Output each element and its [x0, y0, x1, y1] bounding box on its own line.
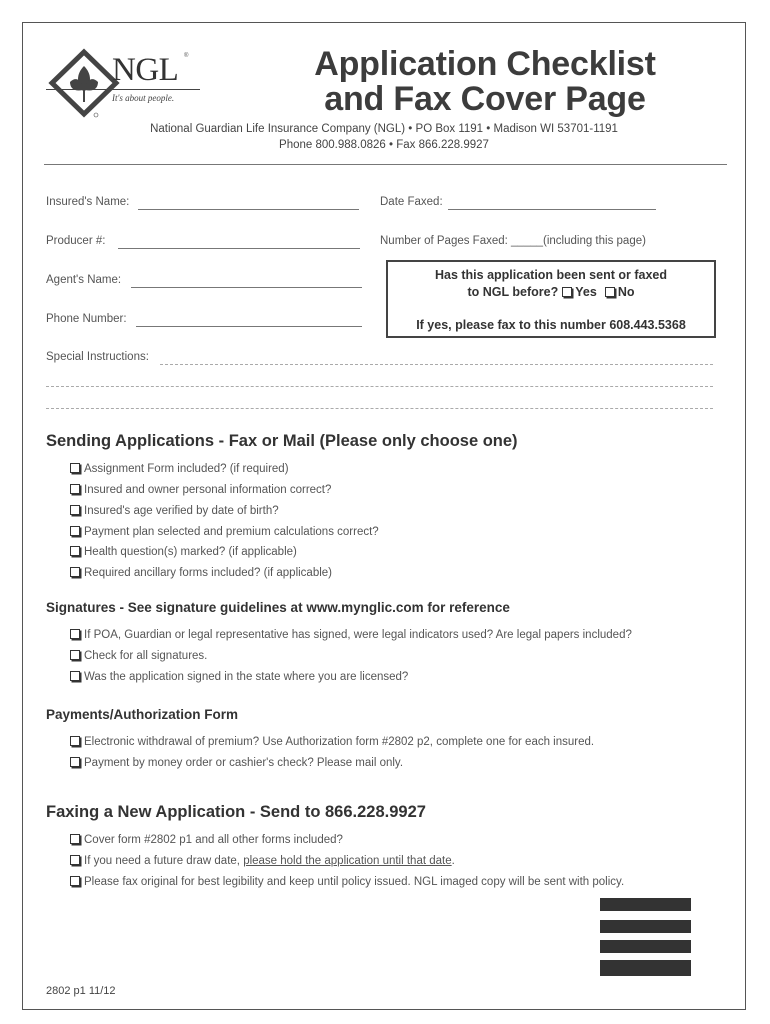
sent-before-fax-note: If yes, please fax to this number 608.443.5368: [416, 318, 686, 332]
company-address: National Guardian Life Insurance Company (NGL) • PO Box 1191 • Madison WI 53701-1191: [150, 123, 618, 135]
producer-field[interactable]: [118, 248, 360, 249]
checklist-item[interactable]: [70, 505, 279, 517]
draw-date-suffix: .: [451, 855, 455, 867]
checklist-item-label: Insured's age verified by date of birth?: [84, 505, 279, 517]
checkbox[interactable]: [70, 505, 80, 515]
payments-heading: Payments/Authorization Form: [46, 707, 239, 722]
checklist-item[interactable]: [70, 650, 207, 662]
barcode-bar: [600, 960, 691, 976]
phone-number-label: Phone Number:: [46, 313, 127, 325]
logo-registered-mark: ®: [184, 53, 189, 59]
checkbox[interactable]: [70, 567, 80, 577]
checklist-item-label: If you need a future draw date,: [84, 855, 244, 867]
no-label: No: [617, 285, 635, 299]
sent-before-question-line1: Has this application been sent or faxed: [434, 268, 667, 282]
logo-wordmark: NGL: [112, 52, 179, 88]
insured-name-field[interactable]: [138, 209, 359, 210]
pages-faxed-label[interactable]: Number of Pages Faxed: _____(including this page): [380, 235, 646, 247]
date-faxed-field[interactable]: [448, 209, 656, 210]
form-number: 2802 p1 11/12: [46, 985, 116, 997]
checklist-item-label: Required ancillary forms included? (if applicable): [84, 567, 333, 579]
checklist-item[interactable]: [70, 671, 408, 683]
producer-label: Producer #:: [46, 235, 106, 247]
phone-number-field[interactable]: [136, 326, 362, 327]
checkbox[interactable]: [70, 834, 80, 844]
checklist-item-label: Assignment Form included? (if required): [84, 463, 289, 475]
checklist-item-label: Electronic withdrawal of premium? Use Authorization form #2802 p2, complete one for each insured.: [84, 736, 595, 748]
draw-date-underlined-text: please hold the application until that date: [243, 855, 452, 867]
checkbox[interactable]: [70, 855, 80, 865]
checklist-item-label: Check for all signatures.: [84, 650, 208, 662]
checklist-item[interactable]: [70, 629, 632, 641]
no-checkbox[interactable]: [605, 287, 615, 297]
checklist-item[interactable]: [70, 834, 343, 846]
sent-before-question-line2: [388, 285, 714, 299]
header-divider: [44, 164, 727, 165]
checklist-item-label: Insured and owner personal information correct?: [84, 484, 332, 496]
checkbox[interactable]: [70, 526, 80, 536]
sent-before-question-text: to NGL before?: [467, 285, 559, 299]
checklist-item-label: Please fax original for best legibility and keep until policy issued. NGL imaged copy will be sent with policy.: [84, 876, 625, 888]
checklist-item[interactable]: [70, 526, 379, 538]
checkbox[interactable]: [70, 757, 80, 767]
agent-name-field[interactable]: [131, 287, 362, 288]
special-instructions-line-3[interactable]: [46, 408, 713, 409]
checklist-item[interactable]: [70, 546, 297, 558]
checklist-item-label: Payment plan selected and premium calculations correct?: [84, 526, 379, 538]
company-phone-fax: Phone 800.988.0826 • Fax 866.228.9927: [279, 139, 489, 151]
checklist-item[interactable]: [70, 757, 403, 769]
special-instructions-line-2[interactable]: [46, 386, 713, 387]
checklist-item[interactable]: [70, 876, 624, 888]
barcode-bar: [600, 898, 691, 911]
checkbox[interactable]: [70, 463, 80, 473]
yes-checkbox[interactable]: [562, 287, 572, 297]
checklist-item[interactable]: [70, 736, 594, 748]
checkbox[interactable]: [70, 671, 80, 681]
insured-name-label: Insured's Name:: [46, 196, 130, 208]
checkbox[interactable]: [70, 629, 80, 639]
checkbox[interactable]: [70, 876, 80, 886]
fax-barcode-marks: [600, 898, 691, 977]
page-title-line1: Application Checklist: [314, 45, 656, 83]
checkbox[interactable]: [70, 546, 80, 556]
checkbox[interactable]: [70, 736, 80, 746]
yes-label: Yes: [575, 285, 597, 299]
checklist-item-label: Health question(s) marked? (if applicable): [84, 546, 297, 558]
special-instructions-line-1[interactable]: [160, 364, 713, 365]
checklist-item[interactable]: [70, 463, 289, 475]
agent-name-label: Agent's Name:: [46, 274, 122, 286]
checklist-item-label: Cover form #2802 p1 and all other forms included?: [84, 834, 343, 846]
barcode-bar: [600, 940, 691, 953]
checklist-item-label: Payment by money order or cashier's check? Please mail only.: [84, 757, 404, 769]
checklist-item-label: Was the application signed in the state where you are licensed?: [84, 671, 409, 683]
checklist-item-label: If POA, Guardian or legal representative has signed, were legal indicators used? Are legal papers included?: [84, 629, 632, 641]
special-instructions-label: Special Instructions:: [46, 351, 149, 363]
checklist-item[interactable]: [70, 567, 332, 579]
barcode-bar: [600, 920, 691, 933]
sending-applications-heading: Sending Applications - Fax or Mail (Please only choose one): [46, 432, 518, 450]
checkbox[interactable]: [70, 484, 80, 494]
signatures-heading: Signatures - See signature guidelines at www.mynglic.com for reference: [46, 600, 510, 615]
checkbox[interactable]: [70, 650, 80, 660]
date-faxed-label: Date Faxed:: [380, 196, 443, 208]
logo-underline: [46, 89, 200, 90]
checklist-item[interactable]: [70, 855, 455, 867]
page-title-line2: and Fax Cover Page: [324, 80, 646, 118]
faxing-heading: Faxing a New Application - Send to 866.228.9927: [46, 803, 426, 821]
logo-tagline: It's about people.: [112, 93, 175, 103]
sent-before-box: [386, 260, 716, 338]
checklist-item[interactable]: [70, 484, 331, 496]
